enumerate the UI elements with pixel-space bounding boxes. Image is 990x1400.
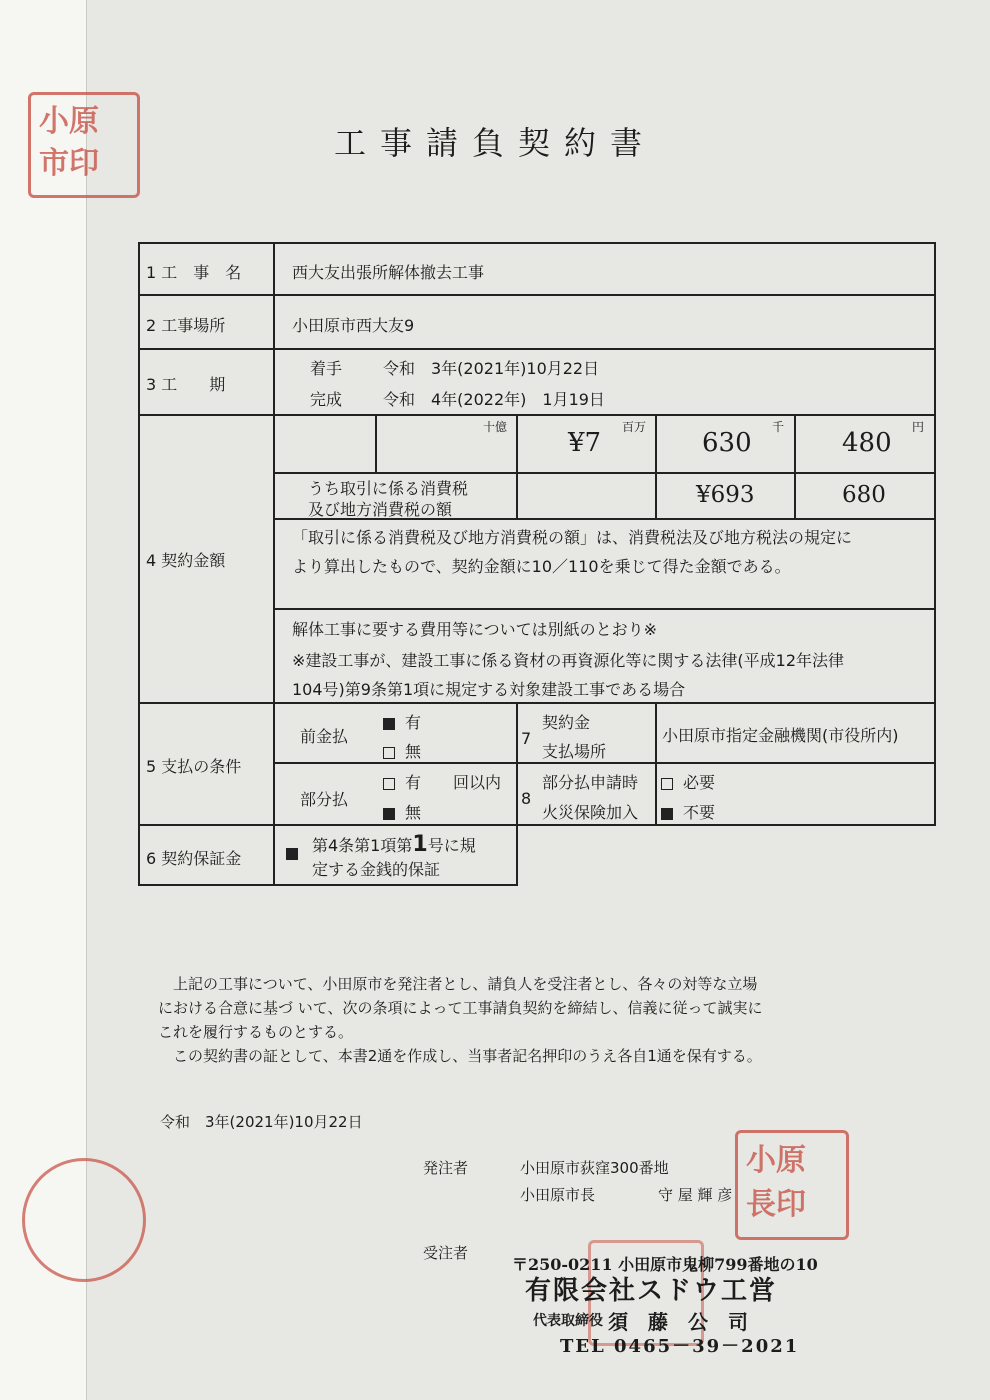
contractor-rep-name: 須 藤 公 司 <box>608 1310 748 1334</box>
agreement-line1: 上記の工事について、小田原市を発注者とし、請負人を受注者とし、各々の対等な立場 <box>158 975 758 993</box>
tax-cell-man <box>516 472 657 520</box>
item7-number: 7 <box>521 729 532 748</box>
partial-no-text: 無 <box>405 803 422 822</box>
not-required-option[interactable] <box>661 800 715 823</box>
tax-en: 680 <box>842 482 886 508</box>
advance-no-text: 無 <box>405 742 422 761</box>
work-name-value: 西大友出張所解体撤去工事 <box>292 263 485 282</box>
advance-label: 前金払 <box>300 727 349 746</box>
guarantee-text-line2: 定する金銭的保証 <box>312 860 441 879</box>
tax-label-line1: うち取引に係る消費税 <box>308 479 469 498</box>
contractor-tel: TEL 0465－39－2021 <box>560 1336 800 1357</box>
guarantee-checkbox[interactable] <box>286 848 298 860</box>
item8-number: 8 <box>521 789 532 808</box>
contractor-rep-title: 代表取締役 <box>533 1313 603 1329</box>
contractor-company: 有限会社スドウ工営 <box>525 1276 778 1306</box>
guarantee-text-a: 第4条第1項第 <box>312 836 413 855</box>
pay-place-label-2: 支払場所 <box>542 742 607 761</box>
unit-sen: 千 <box>772 420 785 434</box>
document-title: 工事請負契約書 <box>333 124 656 162</box>
contractor-label: 受注者 <box>423 1244 469 1262</box>
guarantee-label: 6 契約保証金 <box>146 849 242 868</box>
orderer-name: 守 屋 輝 彦 <box>658 1186 733 1204</box>
amount-man: ¥7 <box>568 428 602 458</box>
required-text: 必要 <box>683 773 716 792</box>
advance-yes-text: 有 <box>405 713 422 732</box>
tax-sen: ¥693 <box>696 482 755 508</box>
agreement-line3: これを履行するものとする。 <box>158 1023 354 1041</box>
orderer-label: 発注者 <box>423 1159 469 1177</box>
tax-note-line2: より算出したもので、契約金額に10／110を乗じて得た金額である。 <box>292 557 791 576</box>
amount-sen: 630 <box>702 428 752 458</box>
partial-yes-text: 有 回以内 <box>405 773 502 792</box>
advance-no-option[interactable] <box>383 739 421 762</box>
advance-yes-option[interactable] <box>383 710 421 733</box>
period-label: 3 工 期 <box>146 375 226 394</box>
demolition-note-line2: ※建設工事が、建設工事に係る資材の再資源化等に関する法律(平成12年法律 <box>292 651 845 670</box>
pay-place-label-1: 契約金 <box>542 713 591 732</box>
contractor-address: 〒250-0211 小田原市鬼柳799番地の10 <box>512 1255 818 1274</box>
agreement-line2: における合意に基づ いて、次の条項によって工事請負契約を締結し、信義に従って誠実に <box>158 999 763 1017</box>
end-label: 完成 <box>310 390 343 409</box>
demolition-note-line3: 104号)第9条第1項に規定する対象建設工事である場合 <box>292 680 686 699</box>
required-option[interactable] <box>661 770 715 793</box>
orderer-address: 小田原市荻窪300番地 <box>520 1159 669 1177</box>
guarantee-number: 1 <box>412 832 428 857</box>
partial-yes-checkbox[interactable] <box>383 778 395 790</box>
orderer-title: 小田原市長 <box>520 1186 596 1204</box>
pay-place-value: 小田原市指定金融機関(市役所内) <box>662 726 899 745</box>
partial-label: 部分払 <box>300 790 349 809</box>
amount-cell-blank <box>273 414 377 474</box>
tax-label-line2: 及び地方消費税の額 <box>308 500 453 519</box>
agreement-paragraph <box>158 972 858 1068</box>
partial-no-checkbox[interactable] <box>383 808 395 820</box>
partial-request-label: 部分払申請時 <box>542 773 639 792</box>
end-date: 令和 4年(2022年) 1月19日 <box>383 390 605 409</box>
start-label: 着手 <box>310 359 343 378</box>
work-name-label: 1 工 事 名 <box>146 263 242 282</box>
tax-note-line1: 「取引に係る消費税及び地方消費税の額」は、消費税法及び地方税法の規定に <box>292 528 853 547</box>
not-required-text: 不要 <box>683 803 716 822</box>
city-seal-top-left: 小原 市印 <box>28 92 140 198</box>
round-stamp-left <box>22 1158 146 1282</box>
guarantee-text-line1 <box>312 832 476 857</box>
work-site-value: 小田原市西大友9 <box>292 316 415 335</box>
unit-man: 百万 <box>622 420 647 434</box>
payment-terms-label: 5 支払の条件 <box>146 757 242 776</box>
advance-no-checkbox[interactable] <box>383 747 395 759</box>
contract-date: 令和 3年(2021年)10月22日 <box>160 1113 363 1131</box>
agreement-line4: この契約書の証として、本書2通を作成し、当事者記名押印のうえ各自1通を保有する。 <box>158 1047 762 1065</box>
demolition-note-line1: 解体工事に要する費用等については別紙のとおり※ <box>292 620 658 639</box>
amount-en: 480 <box>842 428 892 458</box>
mayor-seal: 小原 長印 <box>735 1130 849 1240</box>
partial-yes-option[interactable] <box>383 770 501 793</box>
work-site-label: 2 工事場所 <box>146 316 226 335</box>
advance-yes-checkbox[interactable] <box>383 718 395 730</box>
fire-insurance-label: 火災保険加入 <box>542 803 639 822</box>
not-required-checkbox[interactable] <box>661 808 673 820</box>
unit-en: 円 <box>912 420 925 434</box>
guarantee-text-b: 号に規 <box>427 836 476 855</box>
unit-oku: 十億 <box>483 420 508 434</box>
start-date: 令和 3年(2021年)10月22日 <box>383 359 600 378</box>
partial-no-option[interactable] <box>383 800 421 823</box>
contract-amount-label: 4 契約金額 <box>146 551 226 570</box>
required-checkbox[interactable] <box>661 778 673 790</box>
